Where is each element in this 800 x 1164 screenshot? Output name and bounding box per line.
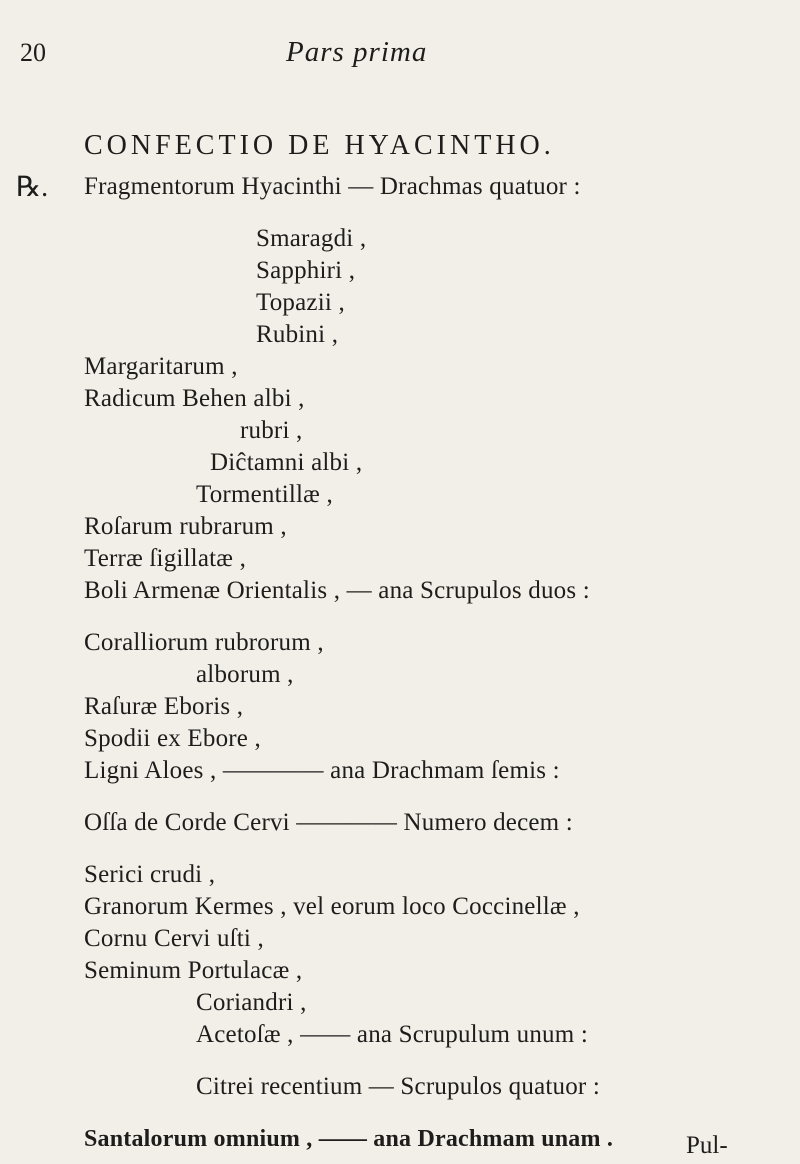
- recipe-line: Raſuræ Eboris ,: [84, 693, 244, 720]
- recipe-line: Terræ ſigillatæ ,: [84, 545, 247, 572]
- recipe-line: Tormentillæ ,: [196, 481, 333, 508]
- recipe-line: Diĉtamni albi ,: [210, 449, 363, 476]
- running-title: Pars prima: [286, 36, 428, 68]
- recipe-line: Fragmentorum Hyacinthi — Drachmas quatuor :: [84, 173, 581, 200]
- recipe-line: Cornu Cervi uſti ,: [84, 925, 264, 952]
- recipe-line: Oſſa de Corde Cervi ———— Numero decem :: [84, 809, 573, 836]
- recipe-line: Seminum Portulacæ ,: [84, 957, 303, 984]
- recipe-line: Topazii ,: [256, 289, 345, 316]
- recipe-line: Citrei recentium — Scrupulos quatuor :: [196, 1073, 601, 1100]
- recipe-line: Sapphiri ,: [256, 257, 356, 284]
- section-title: CONFECTIO DE HYACINTHO.: [84, 130, 555, 161]
- recipe-line: Coralliorum rubrorum ,: [84, 629, 324, 656]
- recipe-line: Acetoſæ , —— ana Scrupulum unum :: [196, 1021, 588, 1048]
- recipe-line: Coriandri ,: [196, 989, 307, 1016]
- recipe-line: Margaritarum ,: [84, 353, 238, 380]
- recipe-line: alborum ,: [196, 661, 294, 688]
- recipe-line: rubri ,: [240, 417, 303, 444]
- recipe-line: Smaragdi ,: [256, 225, 367, 252]
- recipe-line: Serici crudi ,: [84, 861, 216, 888]
- recipe-line: Rubini ,: [256, 321, 339, 348]
- recipe-line: Santalorum omnium , —— ana Drachmam unam .: [84, 1126, 614, 1152]
- page-number: 20: [20, 38, 46, 67]
- recipe-line: Boli Armenæ Orientalis , — ana Scrupulos duos :: [84, 577, 590, 604]
- recipe-line: Granorum Kermes , vel eorum loco Coccinellæ ,: [84, 893, 580, 920]
- catchword: Pul-: [686, 1132, 728, 1159]
- recipe-line: Radicum Behen albi ,: [84, 385, 305, 412]
- recipe-line: Roſarum rubrarum ,: [84, 513, 287, 540]
- recipe-line: Spodii ex Ebore ,: [84, 725, 261, 752]
- recipe-line: Ligni Aloes , ———— ana Drachmam ſemis :: [84, 757, 560, 784]
- recipe-symbol: ℞.: [16, 172, 49, 203]
